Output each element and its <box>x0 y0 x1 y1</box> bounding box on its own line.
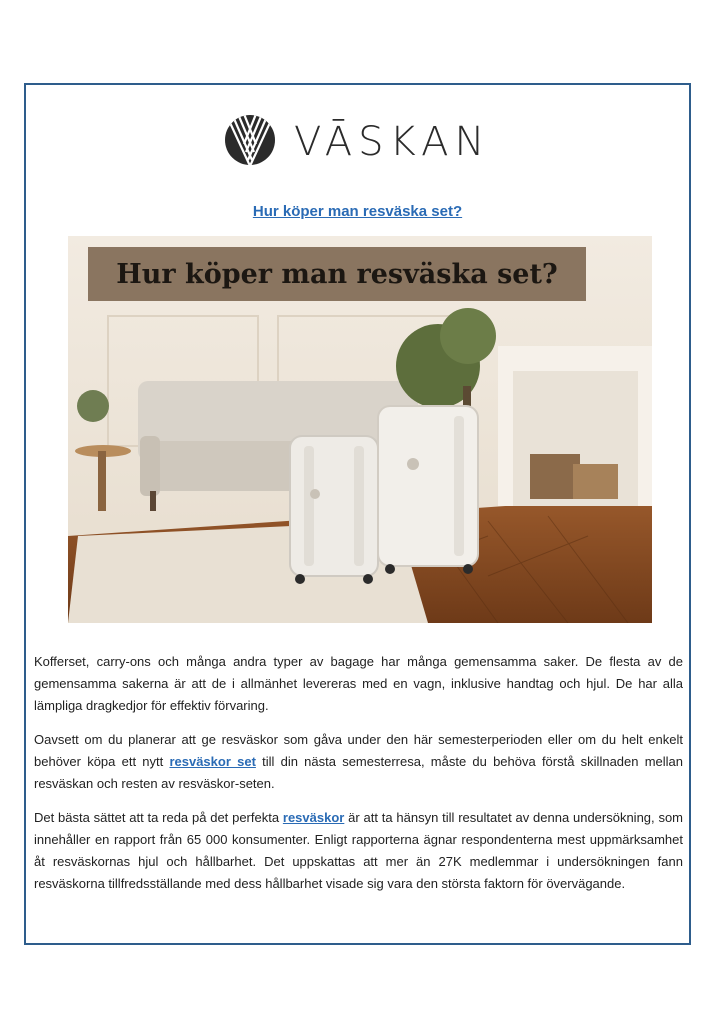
hero-image <box>68 236 652 623</box>
page-frame <box>24 83 691 945</box>
image-title-text: Hur köper man resväska set? <box>116 258 558 290</box>
paragraph-3-text-end: är att ta hänsyn till resultatet av denna undersökning, som innehåller en rapport från 65 000 konsumenter. Enligt rapporterna ägnar respondenterna mest uppmärksamhet åt resväskornas hjul och hållbarhet. Det uppskattas att mer än 27K medlemmar i undersökningen fann resväskorna tillfredsställande med dess hållbarhet visade sig vara den största faktorn för övervägande. <box>34 810 684 891</box>
paragraph-1: Kofferset, carry-ons och många andra typer av bagage har många gemensamma saker. De flesta av de gemensamma sakerna är att de i allmänhet levereras med en vagn, inklusive handtag och hjul. De har alla lämpliga dragkedjor för effektiv förvaring. <box>34 654 683 713</box>
image-title-banner <box>88 247 586 301</box>
link-resvaskor[interactable]: resväskor <box>282 810 345 825</box>
paragraph-2-text-end: till din nästa semesterresa, måste du behöva förstå skillnaden mellan resväskan och resten av resväskor-seten. <box>34 754 683 791</box>
paragraph-2 <box>34 729 683 795</box>
article-body <box>34 651 683 907</box>
paragraph-2-text-start: Oavsett om du planerar att ge resväskor som gåva under den här semesterperioden eller om du helt enkelt behöver köpa ett nytt <box>34 732 683 769</box>
paragraph-3 <box>34 807 683 895</box>
article-title-link[interactable]: Hur köper man resväska set? <box>252 203 463 220</box>
striped-v-circle-icon <box>224 114 276 171</box>
brand-logo[interactable] <box>224 115 498 169</box>
paragraph-3-text-start: Det bästa sättet att ta reda på det perfekta <box>34 810 283 825</box>
link-resvaskor-set[interactable]: resväskor set <box>169 754 256 769</box>
brand-name: VĀSKAN <box>294 119 491 165</box>
